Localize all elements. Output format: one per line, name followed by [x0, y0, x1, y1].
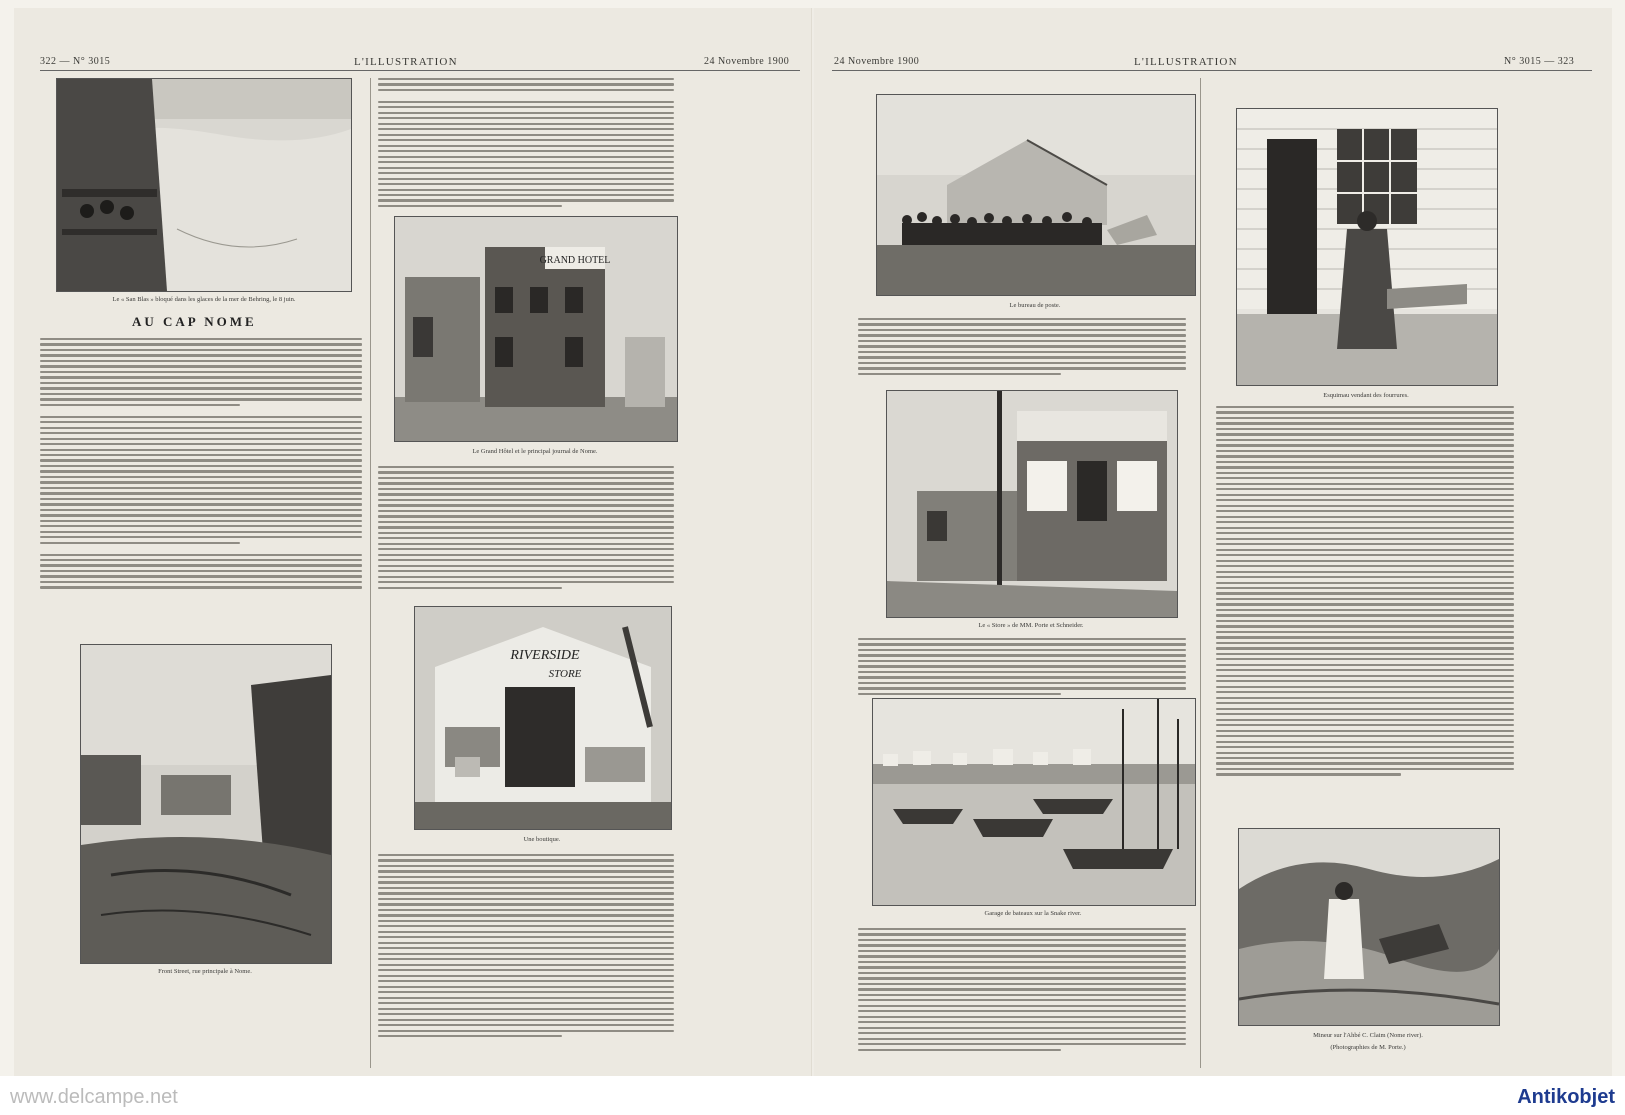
right-column-rule [1200, 78, 1201, 1068]
caption-miner: Mineur sur l'Ahbé C. Claim (Nome river). [1313, 1032, 1423, 1039]
right-column-text-top [378, 78, 674, 210]
photo-porte-schneider-store [886, 390, 1178, 618]
right-date: 24 Novembre 1900 [834, 56, 920, 67]
grand-hotel-sign: GRAND HOTEL [539, 255, 611, 266]
caption-front-street: Front Street, rue principale à Nome. [158, 968, 252, 975]
photo-riverside-store [414, 606, 672, 830]
right-page [814, 8, 1612, 1076]
left-column-rule [370, 78, 371, 1068]
left-journal-name: L'ILLUSTRATION [354, 56, 458, 68]
left-date: 24 Novembre 1900 [704, 56, 790, 67]
right-page-text-2 [858, 638, 1186, 698]
photo-eskimo [1236, 108, 1498, 386]
caption-ship-in-ice: Le « San Blas » bloqué dans les glaces de la mer de Behring, le 8 juin. [112, 296, 296, 303]
caption-eskimo: Esquimau vendant des fourrures. [1323, 392, 1409, 399]
photo-front-street [80, 644, 332, 964]
riverside-sign-top: RIVERSIDE [510, 648, 580, 663]
caption-post-office: Le bureau de poste. [1009, 302, 1061, 309]
photo-ship-in-ice [56, 78, 352, 292]
watermark-antikobjet: Antikobjet [1517, 1086, 1615, 1108]
left-column-text-1 [40, 338, 362, 592]
watermark-bar [0, 1076, 1625, 1115]
photo-boats [872, 698, 1196, 906]
right-header-rule [832, 70, 1592, 71]
right-page-text-1 [858, 318, 1186, 378]
left-page-number: 322 — N° 3015 [40, 56, 111, 67]
caption-boats: Garage de bateaux sur la Snake river. [984, 910, 1082, 917]
photo-post-office [876, 94, 1196, 296]
right-journal-name: L'ILLUSTRATION [1134, 56, 1238, 68]
watermark-delcampe: www.delcampe.net [10, 1086, 178, 1108]
right-page-number: N° 3015 — 323 [1504, 56, 1575, 67]
caption-grand-hotel: Le Grand Hôtel et le principal journal de Nome. [472, 448, 598, 455]
riverside-sign-bottom: STORE [548, 668, 582, 680]
right-column-text-bottom [378, 854, 674, 1040]
article-title: AU CAP NOME [132, 314, 257, 329]
photo-credit: (Photographies de M. Porte.) [1330, 1044, 1406, 1051]
right-column-text-middle [378, 466, 674, 592]
left-page [14, 8, 812, 1076]
right-page-text-3 [858, 928, 1186, 1054]
left-header-rule [40, 70, 800, 71]
newspaper-spread [14, 8, 1612, 1076]
photo-miner [1238, 828, 1500, 1026]
right-page-text-4 [1216, 406, 1514, 779]
caption-store: Le « Store » de MM. Porte et Schneider. [978, 622, 1084, 629]
caption-riverside-store: Une boutique. [523, 836, 561, 843]
photo-grand-hotel [394, 216, 678, 442]
